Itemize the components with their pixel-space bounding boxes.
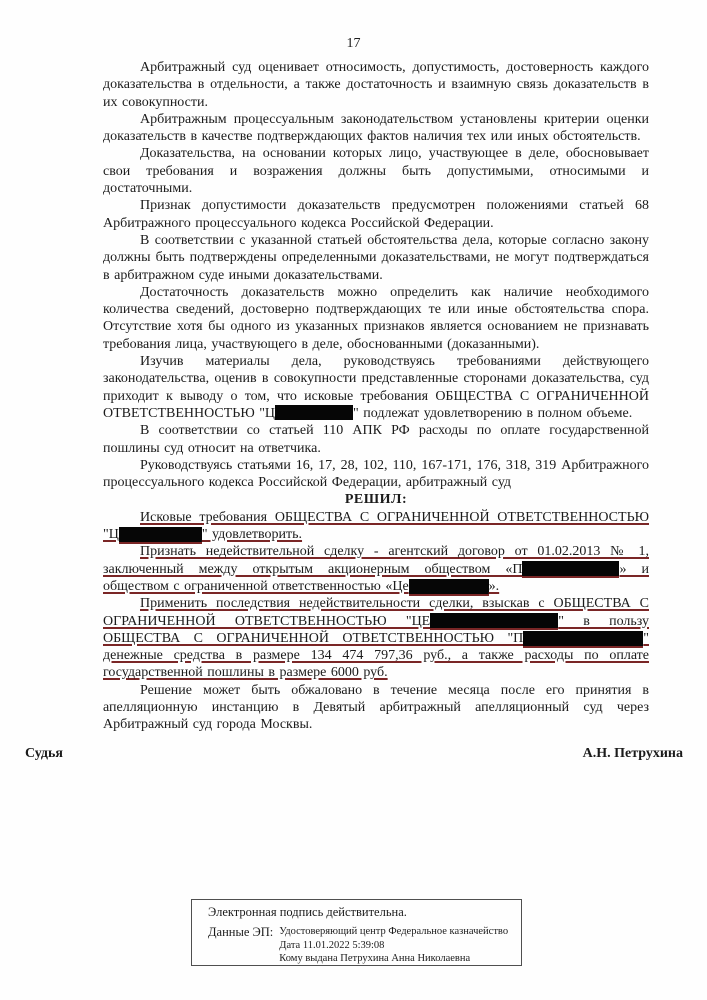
redaction-block: [119, 527, 202, 544]
redaction-block: [409, 579, 489, 596]
stamp-date: Дата 11.01.2022 5:39:08: [279, 939, 385, 951]
para-evidence-requirements: Доказательства, на основании которых лицо, участвующее в деле, обосновывает свои требования и возражения должны быть допустимыми, относимыми и достаточными.: [103, 146, 649, 197]
electronic-signature-stamp: [191, 899, 522, 966]
para-article-68: Признак допустимости доказательств предусмотрен положениями статьей 68 Арбитражного процессуального кодекса Российской Федерации.: [103, 198, 649, 231]
para-guided-by: Руководствуясь статьями 16, 17, 28, 102, 110, 167-171, 176, 318, 319 Арбитражного процессуального кодекса Российской Федерации, арбитражный суд: [103, 457, 649, 491]
resolution-invalidate-deal: Признать недействительной сделку - агентский договор от 01.02.2013 № 1, заключенный между открытым акционерным обществом «П » и обществом с ограниченной ответственностью «Це ».: [103, 544, 649, 594]
stamp-data-label: Данные ЭП:: [208, 925, 274, 939]
redaction-block: [523, 631, 643, 648]
signature-judge-name: А.Н. Петрухина: [582, 745, 683, 761]
para-criteria: Арбитражным процессуальным законодательством установлены критерии оценки доказательств в качестве подтверждающих фактов наличия тех или иных обстоятельств.: [103, 111, 649, 145]
redaction-block: [275, 405, 353, 420]
resolution-heading: РЕШИЛ:: [344, 492, 408, 508]
para-conclusion: Изучив материалы дела, руководствуясь требованиями действующего законодательства, оценив в совокупности представленные сторонами доказательства, суд приходит к выводу о том, что исковые требования ОБЩЕСТВА С ОГРАНИЧЕННОЙ ОТВЕТСТВЕННОСТЬЮ "Ц " подлежат удовлетворению в полном объеме.: [103, 354, 649, 421]
document-body: [103, 59, 649, 734]
signature-role: Судья: [25, 745, 63, 761]
stamp-details: [279, 925, 508, 966]
redaction-block: [522, 561, 619, 578]
para-sufficiency: Достаточность доказательств можно определить как наличие необходимого количества сведений, достоверно подтверждающих те или иные обстоятельства спора. Отсутствие хотя бы одного из указанных признаков является основанием не признавать требования лица, участвующего в деле, обоснованными (доказанными).: [103, 284, 649, 352]
para-article-110: В соответствии со статьей 110 АПК РФ расходы по оплате государственной пошлины суд относит на ответчика.: [103, 423, 649, 456]
para-appeal: Решение может быть обжаловано в течение месяца после его принятия в апелляционную инстанцию в Девятый арбитражный апелляционный суд через Арбитражный суд города Москвы.: [103, 682, 649, 733]
stamp-issued-to: Кому выдана Петрухина Анна Николаевна: [279, 953, 471, 964]
stamp-authority: Удостоверяющий центр Федеральное казначейство: [279, 926, 509, 937]
para-evidence-evaluation: Арбитражный суд оценивает относимость, допустимость, достоверность каждого доказательства в отдельности, а также достаточность и взаимную связь доказательств в их совокупности.: [103, 60, 649, 110]
signature-row: [0, 746, 707, 762]
redaction-block: [430, 613, 558, 630]
resolution-claims-satisfied: Исковые требования ОБЩЕСТВА С ОГРАНИЧЕННОЙ ОТВЕТСТВЕННОСТЬЮ "Ц " удовлетворить.: [103, 509, 649, 543]
stamp-details-row: [208, 925, 515, 966]
page-number: 17: [346, 36, 361, 51]
stamp-valid-text: Электронная подпись действительна.: [208, 905, 407, 919]
para-specified-article: В соответствии с указанной статьей обстоятельства дела, которые согласно закону должны быть подтверждены определенными доказательствами, не могут подтверждаться в арбитражном суде иными доказательствами.: [103, 232, 649, 283]
resolution-apply-consequences: Применить последствия недействительности сделки, взыскав с ОБЩЕСТВА С ОГРАНИЧЕННОЙ ОТВЕТСТВЕННОСТЬЮ "ЦЕ " в пользу ОБЩЕСТВА С ОГРАНИЧЕННОЙ ОТВЕТСТВЕННОСТЬЮ "П " денежные средства в размере 134 474 797,36 руб., а также расходы по оплате государственной пошлины в размере 6000 руб.: [103, 596, 649, 681]
